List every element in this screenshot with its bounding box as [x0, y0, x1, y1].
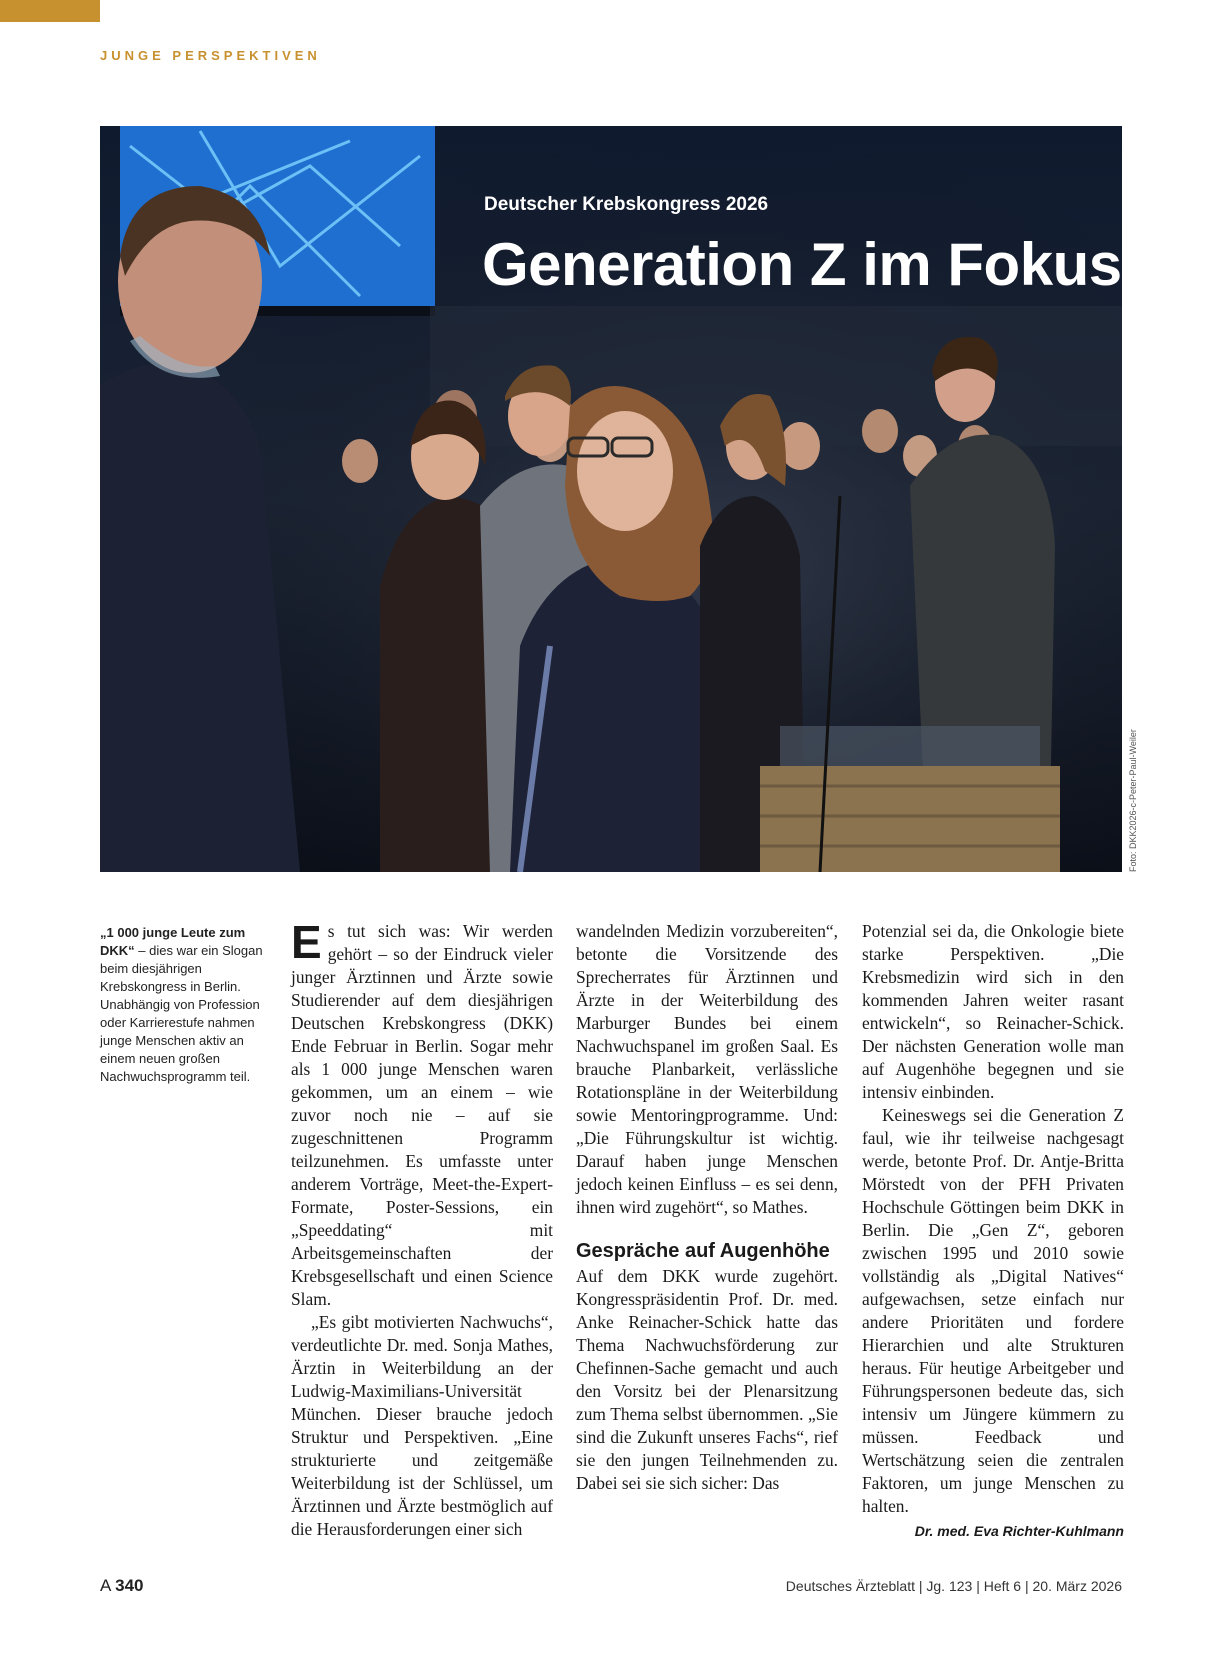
article-column-2: [576, 920, 838, 1495]
hero-kicker: Deutscher Krebskongress 2026: [484, 194, 769, 215]
author-byline: Dr. med. Eva Richter-Kuhlmann: [914, 1523, 1124, 1539]
bench: [760, 726, 1060, 872]
paragraph-4: Auf dem DKK wurde zugehört. Kongresspräsidentin Prof. Dr. med. Anke Reinacher-Schick hatte das Thema Nachwuchsförderung zur Chefinnen-Sache gemacht und auch den Vorsitz bei der Plenarsitzung zum Thema selbst übernommen. „Sie sind die Zukunft unseres Fachs“, rief sie den jungen Teilnehmenden zu. Dabei sei sie sich sicher: Das: [576, 1266, 838, 1493]
dropcap: E: [291, 916, 322, 968]
accent-bar: [0, 0, 100, 22]
page-number: A 340: [100, 1576, 144, 1595]
paragraph-2: „Es gibt motivierten Nachwuchs“, verdeutlichte Dr. med. Sonja Mathes, Ärztin in Weiterbildung an der Ludwig-Maximilians-Universität München. Dieser brauche jedoch Struktur und Perspektiven. „Eine strukturierte und zeitgemäße Weiterbildung ist der Schlüssel, um Ärztinnen und Ärzte bestmöglich auf die Herausforderungen einer sich: [291, 1312, 553, 1539]
hero-photo: [100, 126, 1122, 872]
article-column-3: [862, 920, 1124, 1543]
article-title: Generation Z im Fokus: [482, 231, 1122, 298]
paragraph-3: wandelnden Medizin vorzubereiten“, betonte die Vorsitzende des Sprecherrates für Ärztinnen und Ärzte in der Weiterbildung des Marburger Bundes bei einem Nachwuchspanel im großen Saal. Es brauche Planbarkeit, verlässliche Rotationspläne in der Weiterbildung sowie Mentoringprogramme. Und: „Die Führungskultur ist wichtig. Darauf haben junge Menschen jedoch keinen Einfluss – es sei denn, ihnen wird zugehört“, so Mathes.: [576, 921, 838, 1217]
section-label: JUNGE PERSPEKTIVEN: [100, 48, 321, 63]
caption-text: – dies war ein Slogan beim diesjährigen Krebskongress in Berlin. Unabhängig von Profession oder Karrierestufe nahmen junge Menschen aktiv an einem neuen großen Nachwuchsprogramm teil.: [100, 943, 263, 1084]
subheading: Gespräche auf Augenhöhe: [576, 1240, 830, 1262]
paragraph-5: Potenzial sei da, die Onkologie biete starke Perspektiven. „Die Krebsmedizin wird sich in den kommenden Jahren weiter rasant entwickeln“, so Reinacher-Schick. Der nächsten Generation wolle man auf Augenhöhe begegnen und sie intensiv einbinden.: [862, 921, 1124, 1102]
caption-bold: „1 000 junge Leute zum DKK“: [100, 925, 246, 958]
article-column-1: [291, 916, 553, 1541]
photo-credit: Foto: DKK2026-c-Peter-Paul-Weiler: [1128, 729, 1138, 872]
photo-caption: [100, 924, 270, 1086]
journal-info: Deutsches Ärzteblatt | Jg. 123 | Heft 6 | 20. März 2026: [785, 1578, 1122, 1594]
paragraph-1: Es tut sich was: Wir werden gehört – so der Eindruck vieler junger Ärztinnen und Ärzte sowie Studierender auf dem diesjährigen Deutschen Krebskongress (DKK) Ende Februar in Berlin. Sogar mehr als 1 000 junge Menschen waren gekommen, um an einem – wie zuvor noch nie – auf sie zugeschnittenen Programm teilzunehmen. Es umfasste unter anderem Vorträge, Meet-the-Expert-Formate, Poster-Sessions, ein „Speeddating“ mit Arbeitsgemeinschaften der Krebsgesellschaft und einen Science Slam.: [291, 916, 553, 1309]
paragraph-6: Keineswegs sei die Generation Z faul, wie ihr teilweise nachgesagt werde, betonte Prof. Dr. Antje-Britta Mörstedt von der PFH Privaten Hochschule Göttingen beim DKK in Berlin. Die „Gen Z“, geboren zwischen 1995 und 2010 sowie vollständig als „Digital Natives“ aufgewachsen, setze einfach nur andere Prioritäten und fordere Hierarchien und alte Strukturen heraus. Für heutige Arbeitgeber und Führungspersonen bedeute das, sich intensiv um Jüngere kümmern zu müssen. Feedback und Wertschätzung seien die zentralen Faktoren, um junge Menschen zu halten.: [862, 1105, 1124, 1516]
